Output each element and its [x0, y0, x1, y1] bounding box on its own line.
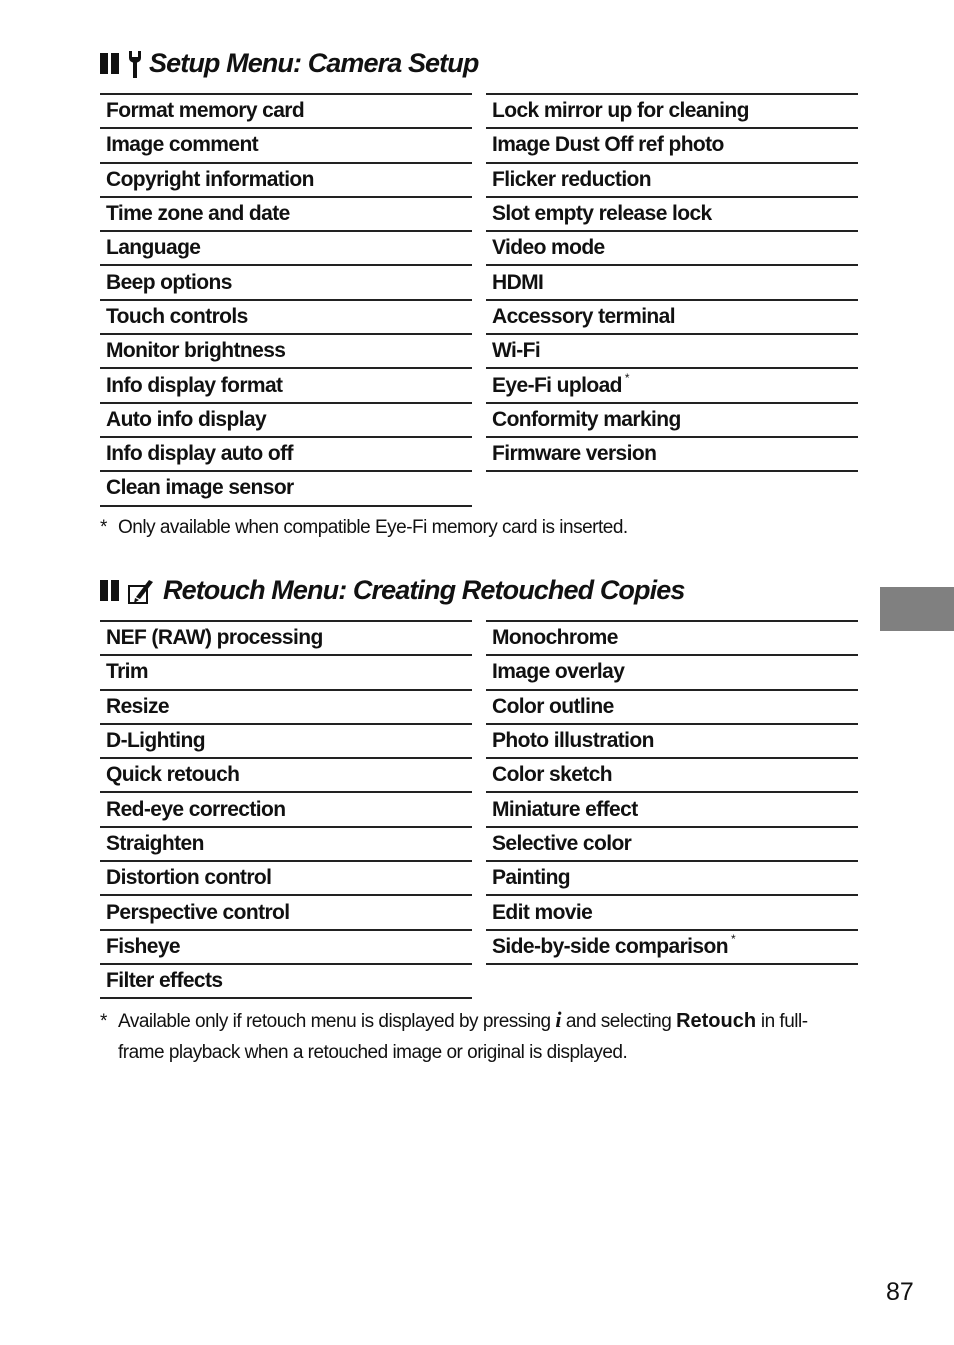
- table-row: Color sketch: [486, 759, 858, 793]
- section-tab: [880, 587, 954, 631]
- table-row: Conformity marking: [486, 404, 858, 438]
- table-row: Image Dust Off ref photo: [486, 129, 858, 163]
- retouch-left-column: [100, 620, 472, 999]
- table-row: Firmware version: [486, 438, 858, 472]
- table-row: Copyright information: [100, 164, 472, 198]
- table-row: Auto info display: [100, 404, 472, 438]
- table-row: Time zone and date: [100, 198, 472, 232]
- section-marker-icon: [100, 580, 119, 601]
- table-row: Straighten: [100, 828, 472, 862]
- setup-menu-heading: [100, 48, 478, 79]
- table-row: Filter effects: [100, 965, 472, 999]
- table-row: Photo illustration: [486, 725, 858, 759]
- section-marker-icon: [100, 53, 119, 74]
- table-row: Lock mirror up for cleaning: [486, 95, 858, 129]
- table-row: Resize: [100, 691, 472, 725]
- table-row: Painting: [486, 862, 858, 896]
- table-row: Edit movie: [486, 896, 858, 930]
- table-row: Color outline: [486, 691, 858, 725]
- table-row: NEF (RAW) processing: [100, 622, 472, 656]
- table-row: Image comment: [100, 129, 472, 163]
- retouch-menu-title: Retouch Menu: Creating Retouched Copies: [163, 575, 685, 605]
- table-row: Clean image sensor: [100, 472, 472, 506]
- table-row: Image overlay: [486, 656, 858, 690]
- table-row: Info display auto off: [100, 438, 472, 472]
- table-row: Eye-Fi upload *: [486, 369, 858, 403]
- setup-right-column: [486, 93, 858, 472]
- setup-menu-title: Setup Menu: Camera Setup: [149, 48, 479, 78]
- table-row: Format memory card: [100, 95, 472, 129]
- table-row: Slot empty release lock: [486, 198, 858, 232]
- table-row: HDMI: [486, 266, 858, 300]
- table-row: D-Lighting: [100, 725, 472, 759]
- table-row: Trim: [100, 656, 472, 690]
- table-row: Info display format: [100, 369, 472, 403]
- table-row: Perspective control: [100, 896, 472, 930]
- retouch-brush-icon: [127, 576, 157, 606]
- table-row: Video mode: [486, 232, 858, 266]
- info-button-icon: i: [555, 1007, 562, 1032]
- table-row: Wi-Fi: [486, 335, 858, 369]
- retouch-footnote: * Available only if retouch menu is displayed by pressing i and selecting Retouch in full- frame playback when a retouched image or original is displayed.: [100, 1007, 808, 1063]
- table-row: Quick retouch: [100, 759, 472, 793]
- table-row: Selective color: [486, 828, 858, 862]
- wrench-icon: [127, 49, 143, 79]
- table-row: Beep options: [100, 266, 472, 300]
- table-row: Language: [100, 232, 472, 266]
- setup-left-column: [100, 93, 472, 507]
- table-row: Accessory terminal: [486, 301, 858, 335]
- table-row: Fisheye: [100, 931, 472, 965]
- setup-footnote: * Only available when compatible Eye-Fi memory card is inserted.: [100, 517, 628, 538]
- table-row: Flicker reduction: [486, 164, 858, 198]
- table-row: Side-by-side comparison *: [486, 931, 858, 965]
- retouch-menu-heading: [100, 575, 684, 606]
- table-row: Touch controls: [100, 301, 472, 335]
- table-row: Monitor brightness: [100, 335, 472, 369]
- retouch-right-column: [486, 620, 858, 965]
- page-number: 87: [886, 1278, 914, 1306]
- table-row: Monochrome: [486, 622, 858, 656]
- table-row: Distortion control: [100, 862, 472, 896]
- footnote-marker: *: [624, 370, 629, 385]
- table-row: Red-eye correction: [100, 793, 472, 827]
- table-row: Miniature effect: [486, 793, 858, 827]
- footnote-marker: *: [730, 931, 736, 946]
